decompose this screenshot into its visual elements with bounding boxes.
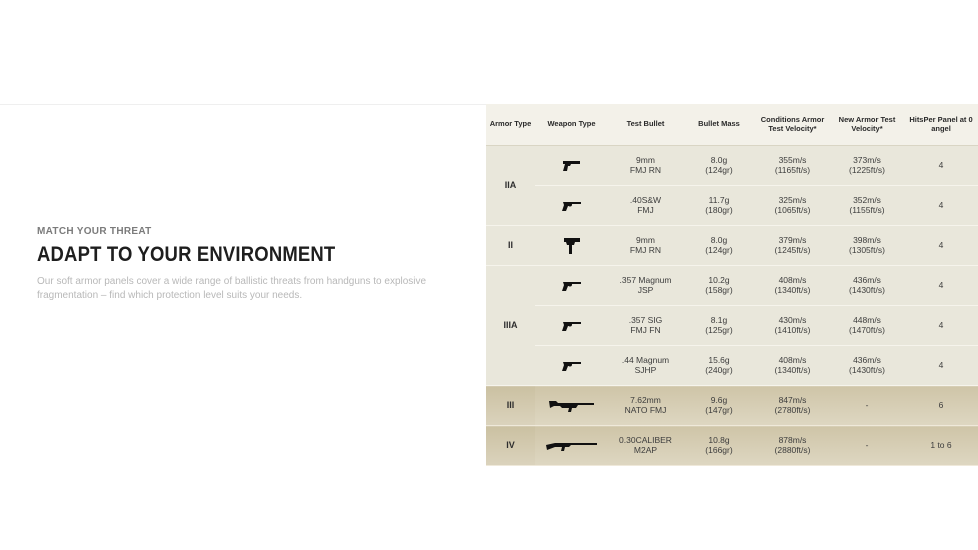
weapon-cell xyxy=(535,306,608,346)
armor-type-cell: IIIA xyxy=(486,266,535,386)
conditions-velocity-cell xyxy=(755,386,830,426)
velocity-ms: 408m/s xyxy=(778,355,807,365)
bullet-name: 9mm xyxy=(636,155,655,165)
armor-type-cell: IIA xyxy=(486,146,535,226)
velocity-fts: (1245ft/s) xyxy=(774,244,811,255)
revolver-icon xyxy=(537,200,606,212)
test-bullet-cell xyxy=(608,386,683,426)
table-row xyxy=(486,226,978,266)
table-row xyxy=(486,386,978,426)
velocity-ms: 398m/s xyxy=(853,235,881,245)
new-velocity-cell xyxy=(830,146,904,186)
bullet-name: .357 SIG xyxy=(628,315,663,325)
pistol-icon xyxy=(537,160,606,172)
submachine-gun-icon xyxy=(537,237,606,255)
velocity-fts: (1155ft/s) xyxy=(849,204,885,215)
mass-grains: (147gr) xyxy=(705,404,733,415)
mass-grains: (124gr) xyxy=(705,164,733,175)
header-test-bullet: Test Bullet xyxy=(608,104,683,146)
bullet-name: 0.30CALIBER xyxy=(619,435,672,445)
velocity-ms: 436m/s xyxy=(853,355,881,365)
new-velocity-cell xyxy=(830,346,904,386)
revolver-icon xyxy=(537,280,606,292)
header-bullet-mass: Bullet Mass xyxy=(683,104,755,146)
mass-grams: 11.7g xyxy=(708,195,730,205)
table-header-row xyxy=(486,104,978,146)
weapon-cell xyxy=(535,346,608,386)
conditions-velocity-cell xyxy=(755,226,830,266)
new-velocity-cell xyxy=(830,426,904,466)
velocity-ms: 325m/s xyxy=(778,195,807,205)
new-velocity-cell xyxy=(830,386,904,426)
test-bullet-cell xyxy=(608,346,683,386)
velocity-ms: 355m/s xyxy=(778,155,807,165)
bullet-mass-cell xyxy=(683,306,755,346)
velocity-fts: (1430ft/s) xyxy=(849,364,885,375)
mass-grains: (158gr) xyxy=(705,284,733,295)
header-armor-type: Armor Type xyxy=(486,104,535,146)
hits-cell: 4 xyxy=(904,346,978,386)
new-velocity-cell xyxy=(830,186,904,226)
hits-cell: 4 xyxy=(904,186,978,226)
velocity-ms: - xyxy=(865,399,869,410)
weapon-cell xyxy=(535,186,608,226)
header-hits-per-panel: HitsPer Panel at 0 angel xyxy=(904,104,978,146)
test-bullet-cell xyxy=(608,226,683,266)
velocity-fts: (1225ft/s) xyxy=(849,164,885,175)
weapon-cell xyxy=(535,266,608,306)
hits-cell: 4 xyxy=(904,146,978,186)
velocity-fts: (2880ft/s) xyxy=(774,444,811,455)
conditions-velocity-cell xyxy=(755,426,830,466)
page-title: ADAPT TO YOUR ENVIRONMENT xyxy=(37,243,336,266)
test-bullet-cell xyxy=(608,306,683,346)
test-bullet-cell xyxy=(608,146,683,186)
mass-grains: (125gr) xyxy=(705,324,733,335)
mass-grams: 10.8g xyxy=(708,435,730,445)
test-bullet-cell xyxy=(608,266,683,306)
conditions-velocity-cell xyxy=(755,146,830,186)
bullet-name: .357 Magnum xyxy=(619,275,672,285)
test-bullet-cell xyxy=(608,426,683,466)
velocity-ms: 878m/s xyxy=(778,435,807,445)
bullet-type: FMJ RN xyxy=(629,164,662,175)
table-row xyxy=(486,146,978,186)
armor-type-cell: III xyxy=(486,386,535,426)
velocity-ms: - xyxy=(865,439,869,450)
conditions-velocity-cell xyxy=(755,346,830,386)
weapon-cell xyxy=(535,386,608,426)
velocity-fts: (2780ft/s) xyxy=(774,404,811,415)
hits-cell: 4 xyxy=(904,226,978,266)
bullet-mass-cell xyxy=(683,186,755,226)
new-velocity-cell xyxy=(830,306,904,346)
table-row xyxy=(486,346,978,386)
bullet-name: .40S&W xyxy=(629,195,662,205)
velocity-ms: 430m/s xyxy=(778,315,807,325)
velocity-fts: (1470ft/s) xyxy=(849,324,885,335)
bullet-mass-cell xyxy=(683,266,755,306)
hits-cell: 6 xyxy=(904,386,978,426)
velocity-ms: 352m/s xyxy=(853,195,881,205)
velocity-ms: 448m/s xyxy=(853,315,881,325)
armor-threat-table xyxy=(486,104,978,455)
velocity-fts: (1430ft/s) xyxy=(849,284,885,295)
eyebrow-text: MATCH YOUR THREAT xyxy=(37,226,152,237)
rifle-icon xyxy=(537,440,606,452)
new-velocity-cell xyxy=(830,226,904,266)
bullet-type: NATO FMJ xyxy=(624,404,667,415)
bullet-name: 7.62mm xyxy=(630,395,661,405)
conditions-velocity-cell xyxy=(755,306,830,346)
revolver-icon xyxy=(537,320,606,332)
intro-description: Our soft armor panels cover a wide range of ballistic threats from handguns to explosive fragmentation – find which protection level suits your needs. xyxy=(37,276,427,301)
velocity-fts: (1410ft/s) xyxy=(774,324,811,335)
velocity-ms: 373m/s xyxy=(853,155,881,165)
hits-cell: 4 xyxy=(904,306,978,346)
velocity-fts: (1340ft/s) xyxy=(774,284,811,295)
mass-grains: (166gr) xyxy=(705,444,733,455)
velocity-ms: 379m/s xyxy=(778,235,807,245)
weapon-cell xyxy=(535,226,608,266)
velocity-fts: (1340ft/s) xyxy=(774,364,811,375)
assault-rifle-icon xyxy=(537,399,606,413)
new-velocity-cell xyxy=(830,266,904,306)
hits-cell: 4 xyxy=(904,266,978,306)
bullet-mass-cell xyxy=(683,226,755,266)
bullet-type: M2AP xyxy=(633,444,658,455)
mass-grams: 8.0g xyxy=(710,155,728,165)
velocity-ms: 436m/s xyxy=(853,275,881,285)
bullet-type: JSP xyxy=(637,284,654,295)
header-new-velocity: New Armor Test Velocity* xyxy=(830,104,904,146)
mass-grains: (180gr) xyxy=(705,204,733,215)
intro-section xyxy=(37,226,457,303)
bullet-type: FMJ FN xyxy=(630,324,661,335)
bullet-mass-cell xyxy=(683,386,755,426)
bullet-mass-cell xyxy=(683,426,755,466)
header-weapon-type: Weapon Type xyxy=(535,104,608,146)
table-row xyxy=(486,186,978,226)
velocity-fts: (1305ft/s) xyxy=(849,244,885,255)
table-row xyxy=(486,266,978,306)
mass-grams: 15.6g xyxy=(708,355,730,365)
mass-grains: (240gr) xyxy=(705,364,733,375)
mass-grams: 10.2g xyxy=(708,275,730,285)
bullet-type: FMJ xyxy=(637,204,654,215)
mass-grams: 8.0g xyxy=(710,235,728,245)
bullet-mass-cell xyxy=(683,146,755,186)
weapon-cell xyxy=(535,426,608,466)
conditions-velocity-cell xyxy=(755,266,830,306)
mass-grams: 8.1g xyxy=(710,315,728,325)
mass-grains: (124gr) xyxy=(705,244,733,255)
velocity-ms: 847m/s xyxy=(778,395,807,405)
armor-type-cell: IV xyxy=(486,426,535,466)
conditions-velocity-cell xyxy=(755,186,830,226)
hits-cell: 1 to 6 xyxy=(904,426,978,466)
weapon-cell xyxy=(535,146,608,186)
velocity-fts: (1165ft/s) xyxy=(774,164,811,175)
bullet-mass-cell xyxy=(683,346,755,386)
velocity-ms: 408m/s xyxy=(778,275,807,285)
armor-type-cell: II xyxy=(486,226,535,266)
velocity-fts: (1065ft/s) xyxy=(774,204,811,215)
bullet-type: SJHP xyxy=(634,364,657,375)
table-row xyxy=(486,306,978,346)
mass-grams: 9.6g xyxy=(710,395,728,405)
test-bullet-cell xyxy=(608,186,683,226)
bullet-type: FMJ RN xyxy=(629,244,662,255)
bullet-name: .44 Magnum xyxy=(621,355,670,365)
revolver-icon xyxy=(537,360,606,372)
bullet-name: 9mm xyxy=(636,235,655,245)
header-conditions-velocity: Conditions Armor Test Velocity* xyxy=(755,104,830,146)
table-row xyxy=(486,426,978,466)
